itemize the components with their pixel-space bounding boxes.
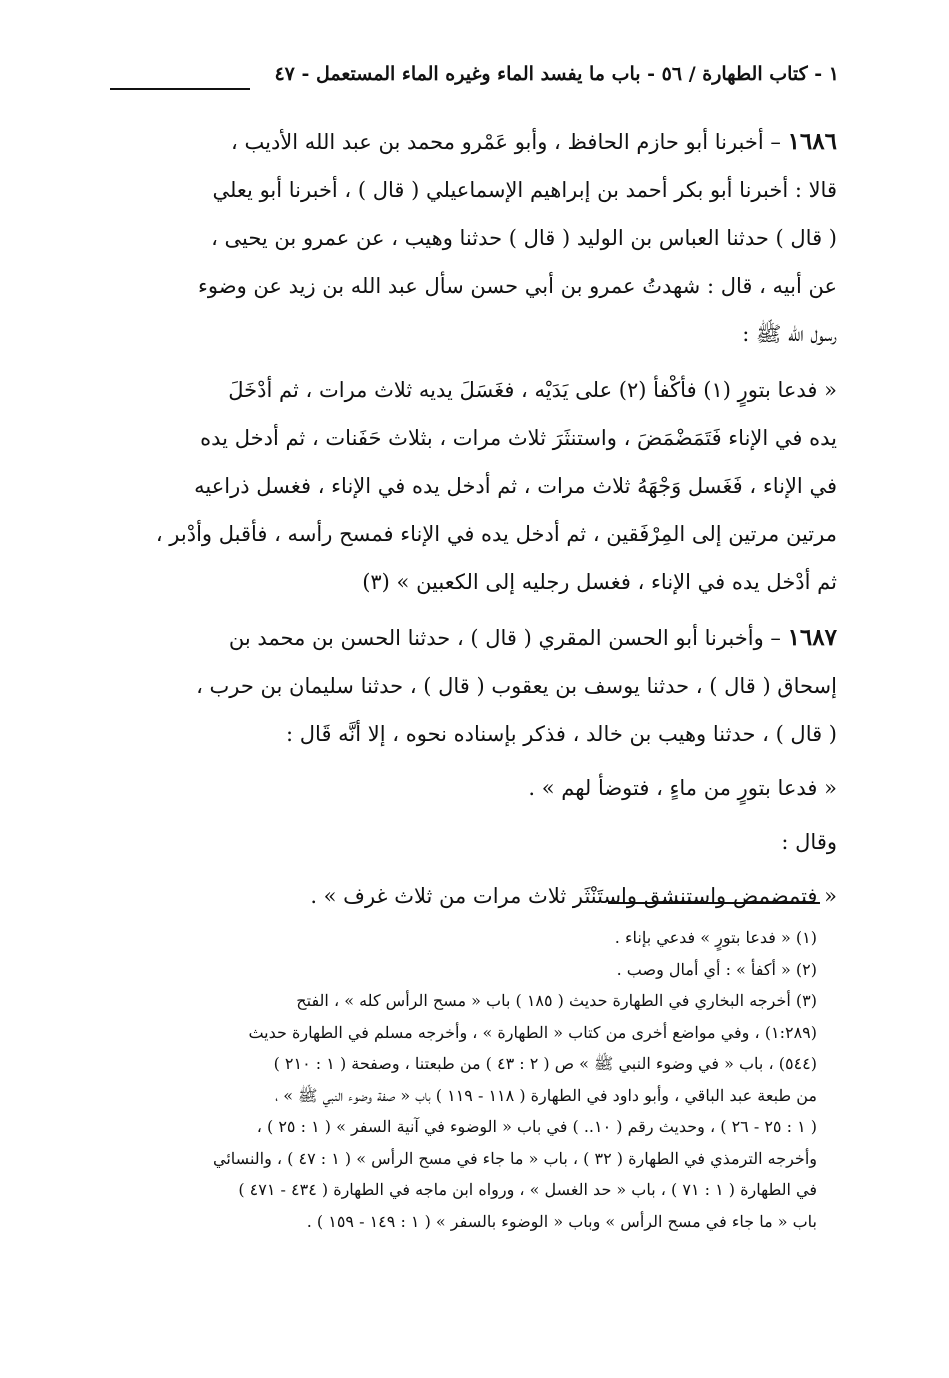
hadith-line: ( قال ) حدثنا العباس بن الوليد ( قال ) حدثنا وهيب ، عن عمرو بن يحيى ،	[211, 226, 837, 250]
matn-line: مرتين مرتين إلى المِرْفَقين ، ثم أدخل يده في الإناء فمسح رأسه ، فأقبل وأدْبر ،	[155, 522, 837, 546]
hadith-text: – أخبرنا أبو حازم الحافظ ، وأبو عَمْرو محمد بن عبد الله الأديب ،	[231, 130, 781, 154]
hadith-line: ( قال ) ، حدثنا وهيب بن خالد ، فذكر بإسناده نحوه ، إلا أنَّه قَال :	[286, 722, 837, 746]
matn-line: يده في الإناء فَتَمَضْمَضَ ، واستنثَرَ ثلاث مرات ، بثلاث حَفَنات ، ثم أدخل يده	[200, 426, 837, 450]
hadith-1686	[105, 118, 837, 358]
footnote-3-line: باب « ما جاء في مسح الرأس » وباب « الوضوء بالسفر » ( ١ : ١٤٩ - ١٥٩ ) .	[306, 1211, 817, 1231]
footnotes	[105, 922, 817, 1237]
hadith-line: قالا : أخبرنا أبو بكر أحمد بن إبراهيم الإسماعيلي ( قال ) ، أخبرنا أبو يعلي	[212, 178, 837, 202]
footnote-rule	[608, 902, 820, 904]
matn-line: في الإناء ، فَغَسل وَجْهَهُ ثلاث مرات ، ثم أدخل يده في الإناء ، فغسل ذراعيه	[194, 474, 837, 498]
footnote-3-line: من طبعة عبد الباقي ، وأبو داود في الطهارة ( ١١٨ - ١١٩ ) باب « صفة وضوء النبي ﷺ » ،	[275, 1085, 817, 1105]
hadith-line: عن أبيه ، قال : شهدتُ عمرو بن أبي حسن سأل عبد الله بن زيد عن وضوء	[198, 274, 837, 298]
footnote-3-line: ( ١ : ٢٥ - ٢٦ ) ، وحديث رقم ( ١٠.. ) في باب « الوضوء في آنية السفر » ( ١ : ٢٥ ) ،	[256, 1117, 817, 1136]
hadith-line: رسول الله ﷺ :	[742, 322, 837, 346]
footnote-3-line: (٣) أخرجه البخاري في الطهارة حديث ( ١٨٥ ) باب « مسح الرأس كله » ، الفتح	[296, 991, 817, 1010]
quote-line: « فتمضمض واستنشق واستَنْثَر ثلاث مرات من ثلاث غرف » .	[310, 884, 837, 908]
hadith-line	[105, 614, 837, 662]
hadith-number: ١٦٨٦	[787, 128, 837, 155]
matn-line: ثم أدْخل يده في الإناء ، فغسل رجليه إلى الكعبين » (٣)	[362, 570, 837, 594]
quote-line: « فدعا بتورٍ من ماءٍ ، فتوضأ لهم » .	[528, 776, 837, 800]
footnote-1: (١) « فدعا بتورٍ » فدعي بإناء .	[614, 928, 817, 947]
header-title: ١ - كتاب الطهارة / ٥٦ - باب ما يفسد الماء وغيره الماء المستعمل - ٤٧	[274, 63, 839, 85]
matn-line: « فدعا بتورٍ (١) فأكْفأ (٢) على يَدَيْه ، فغَسَلَ يديه ثلاث مرات ، ثم أدْخَلَ	[228, 378, 837, 402]
footnote-3-line: (٥٤٤) ، باب « في وضوء النبي ﷺ » ص ( ٢ : ٤٣ ) من طبعتنا ، وصفحة ( ١ : ٢١٠ )	[273, 1054, 817, 1073]
said-line: وقال :	[781, 830, 837, 854]
hadith-line: إسحاق ( قال ) ، حدثنا يوسف بن يعقوب ( قال ) ، حدثنا سليمان بن حرب ،	[196, 674, 837, 698]
hadith-text: – وأخبرنا أبو الحسن المقري ( قال ) ، حدثنا الحسن بن محمد بن	[228, 626, 781, 650]
hadith-line	[105, 118, 837, 166]
hadith-number: ١٦٨٧	[787, 624, 837, 651]
footnote-2: (٢) « أكفأ » : أي أمال وصب .	[616, 959, 817, 979]
header-rule	[110, 88, 250, 90]
footnote-3-line: (١:٢٨٩) ، وفي مواضع أخرى من كتاب « الطهارة » ، وأخرجه مسلم في الطهارة حديث	[248, 1022, 817, 1042]
footnote-3-line: وأخرجه الترمذي في الطهارة ( ٣٢ ) ، باب « ما جاء في مسح الرأس » ( ١ : ٤٧ ) ، والنسائي	[213, 1148, 817, 1168]
hadith-1687	[105, 614, 837, 920]
main-text	[105, 118, 837, 920]
footnote-3-line: في الطهارة ( ١ : ٧١ ) ، باب « حد الغسل » ، ورواه ابن ماجه في الطهارة ( ٤٣٤ - ٤٧١ )	[238, 1180, 817, 1199]
running-header	[110, 58, 839, 98]
hadith-matn	[105, 366, 837, 606]
